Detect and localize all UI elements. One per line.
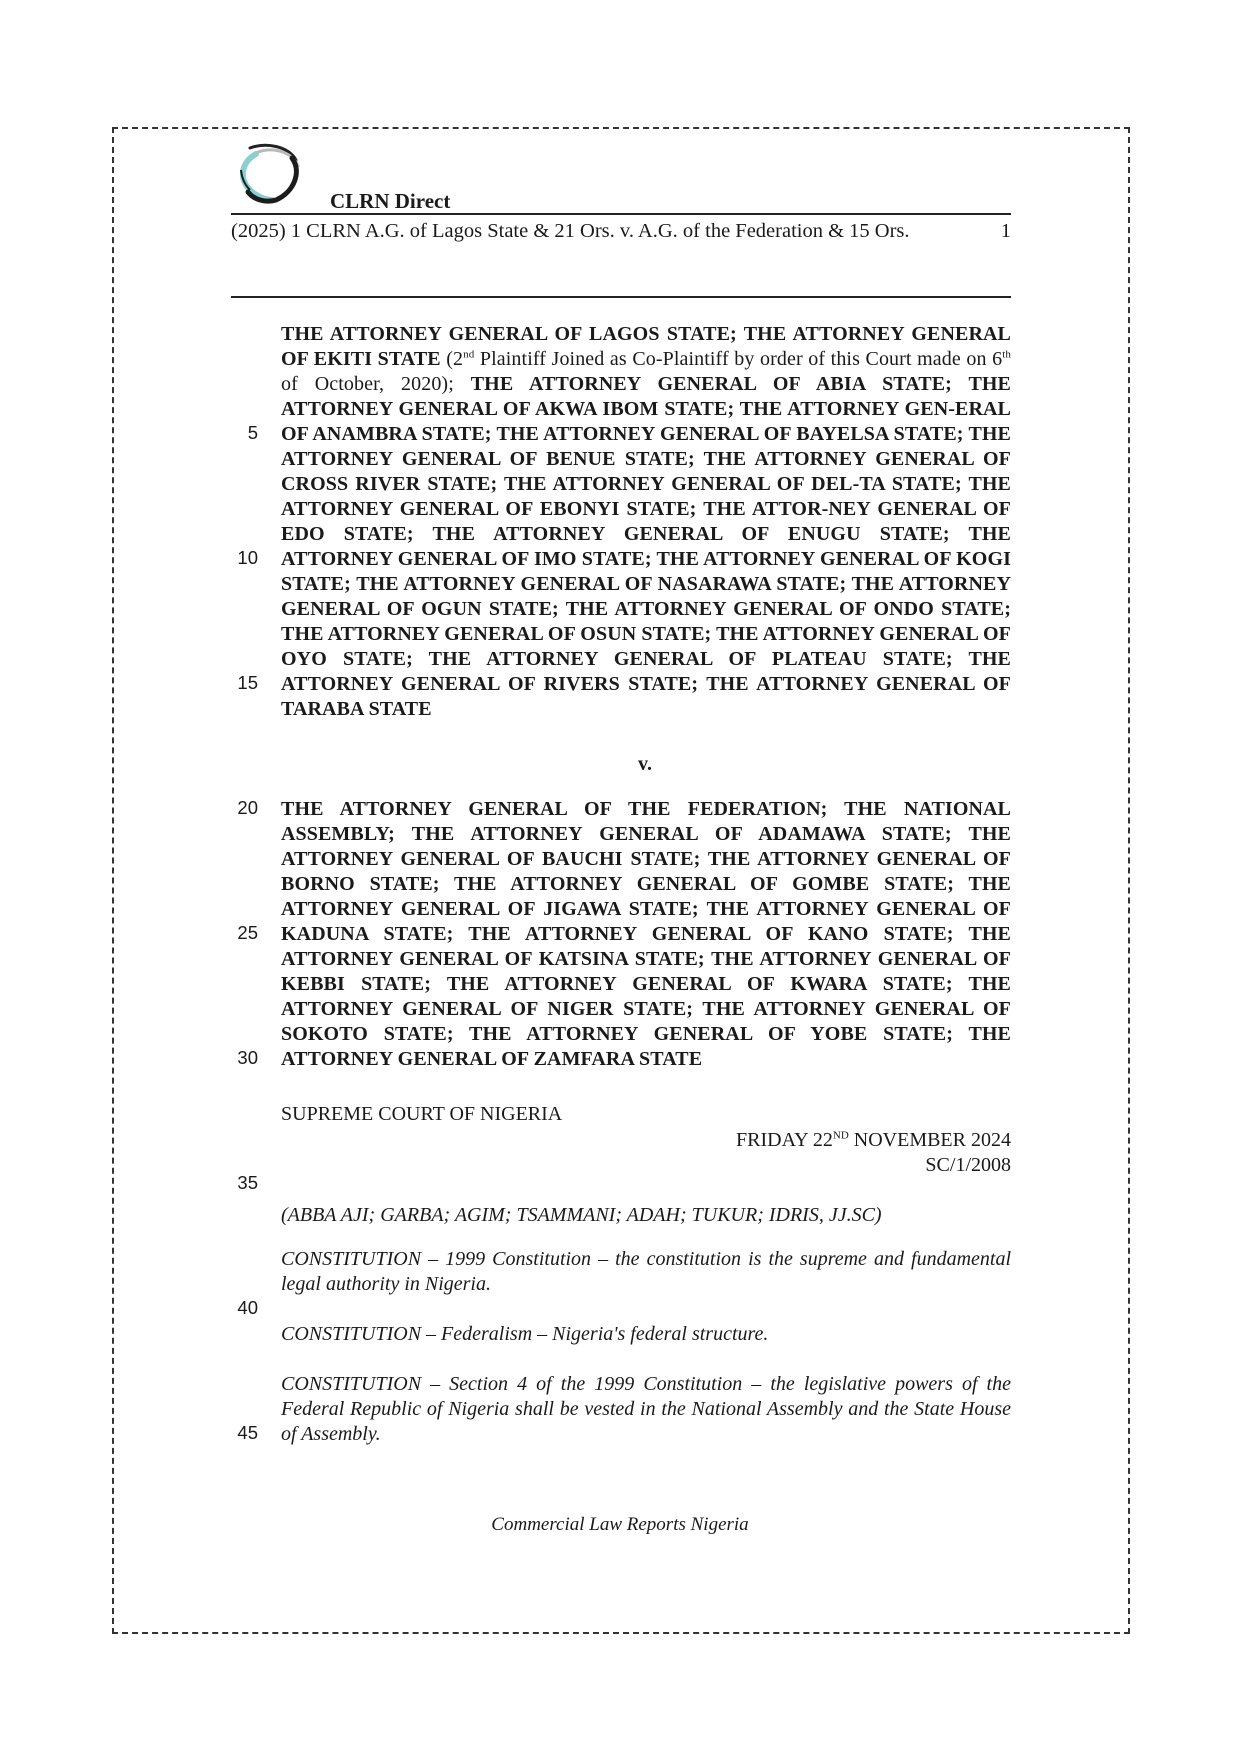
line-number: 40 <box>237 1297 258 1318</box>
line-number: 15 <box>237 672 258 693</box>
brand-name: CLRN Direct <box>330 189 451 213</box>
judges-panel: (ABBA AJI; GARBA; AGIM; TSAMMANI; ADAH; TUKUR; IDRIS, JJ.SC) <box>281 1204 882 1226</box>
defendants-block: THE ATTORNEY GENERAL OF THE FEDERATION; THE NATIONAL ASSEMBLY; THE ATTORNEY GENERAL OF ADAMAWA STATE; THE ATTORNEY GENERAL OF BAUCHI STATE; THE ATTORNEY GENERAL OF BORNO STATE; THE ATTORNEY GENERAL OF GOMBE STATE; THE ATTORNEY GENERAL OF JIGAWA STATE; THE ATTORNEY GENERAL OF KADUNA STATE; THE ATTORNEY GENERAL OF KANO STATE; THE ATTORNEY GENERAL OF KATSINA STATE; THE ATTORNEY GENERAL OF KEBBI STATE; THE ATTORNEY GENERAL OF KWARA STATE; THE ATTORNEY GENERAL OF NIGER STATE; THE ATTORNEY GENERAL OF SOKOTO STATE; THE ATTORNEY GENERAL OF YOBE STATE; THE ATTORNEY GENERAL OF ZAMFARA STATE <box>281 798 1011 1070</box>
plaintiffs-first: THE ATTORNEY GENERAL OF LAGOS STATE; THE ATTORNEY GENERAL OF EKITI STATE <box>281 323 1011 370</box>
line-number: 25 <box>237 922 258 943</box>
court-name: SUPREME COURT OF NIGERIA <box>281 1103 563 1125</box>
line-number: 5 <box>247 422 258 443</box>
suit-number: SC/1/2008 <box>925 1154 1011 1176</box>
versus: v. <box>638 753 652 775</box>
running-header <box>231 220 1011 243</box>
header-rule-top <box>231 213 1011 215</box>
judgment-date: FRIDAY 22ND NOVEMBER 2024 SC/1/2008 <box>736 1129 1011 1176</box>
line-number: 10 <box>237 547 258 568</box>
plaintiffs-rest: THE ATTORNEY GENERAL OF ABIA STATE; THE ATTORNEY GENERAL OF AKWA IBOM STATE; THE ATTORNEY GEN-ERAL OF ANAMBRA STATE; THE ATTORNEY GENERAL OF BAYELSA STATE; THE ATTORNEY GENERAL OF BENUE STATE; THE ATTORNEY GENERAL OF CROSS RIVER STATE; THE ATTORNEY GENERAL OF DEL-TA STATE; THE ATTORNEY GENERAL OF EBONYI STATE; THE ATTOR-NEY GENERAL OF EDO STATE; THE ATTORNEY GENERAL OF ENUGU STATE; THE ATTORNEY GENERAL OF IMO STATE; THE ATTORNEY GENERAL OF KOGI STATE; THE ATTORNEY GENERAL OF NASARAWA STATE; THE ATTORNEY GENERAL OF OGUN STATE; THE ATTORNEY GENERAL OF ONDO STATE; THE ATTORNEY GENERAL OF OSUN STATE; THE ATTORNEY GENERAL OF OYO STATE; THE ATTORNEY GENERAL OF PLATEAU STATE; THE ATTORNEY GENERAL OF RIVERS STATE; THE ATTORNEY GENERAL OF TARABA STATE <box>281 373 1011 720</box>
line-number: 30 <box>237 1047 258 1068</box>
line-number: 45 <box>237 1422 258 1443</box>
line-number: 35 <box>237 1172 258 1193</box>
footer: Commercial Law Reports Nigeria <box>491 1514 749 1535</box>
header-rule-bottom <box>231 296 1011 298</box>
clrn-logo-icon <box>236 140 316 210</box>
plaintiffs-block <box>281 322 1011 722</box>
page-number: 1 <box>1000 220 1011 242</box>
joinder-note: (2nd Plaintiff Joined as Co-Plaintiff by order of this Court made on 6th of October, 2020); <box>281 348 1011 395</box>
catchword: CONSTITUTION – Federalism – Nigeria's federal structure. <box>281 1323 769 1345</box>
line-number: 20 <box>237 797 258 818</box>
catchword: CONSTITUTION – Section 4 of the 1999 Constitution – the legislative powers of the Federal Republic of Nigeria shall be vested in the National Assembly and the State House of Assembly. <box>281 1373 1011 1445</box>
catchword: CONSTITUTION – 1999 Constitution – the constitution is the supreme and fundamental legal authority in Nigeria. <box>281 1248 1011 1295</box>
citation: (2025) 1 CLRN A.G. of Lagos State & 21 Ors. v. A.G. of the Federation & 15 Ors. <box>231 220 910 242</box>
